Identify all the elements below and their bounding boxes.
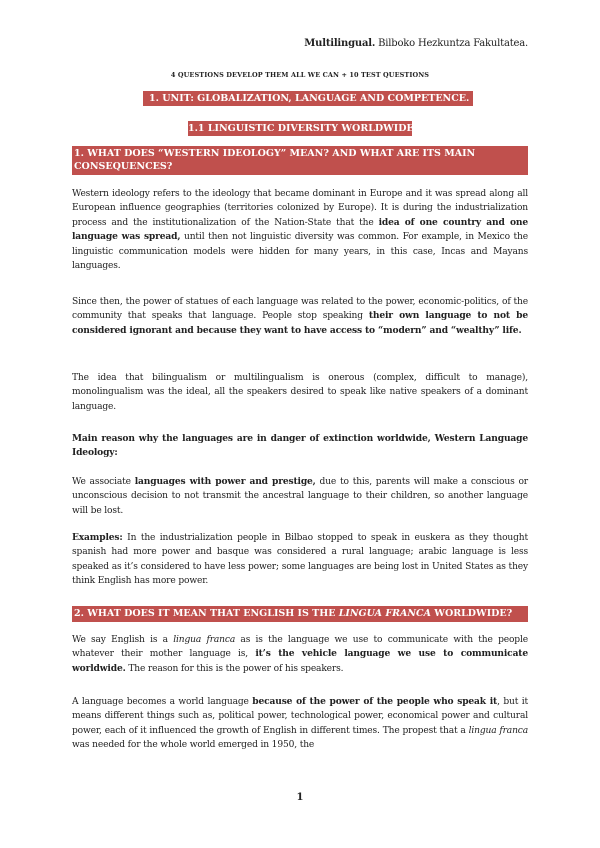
text-run: We say English is a — [72, 635, 174, 645]
text-run-bold: because of the power of the people who speak it — [252, 696, 498, 707]
text-run: Since then, the power of statues of each language was related to the power, economic-politics, of the community that speaks that language. People stop speaking — [72, 297, 528, 322]
text-run: The reason for this is the power of his speakers. — [125, 663, 344, 674]
paragraph-examples — [72, 531, 528, 589]
paragraph-language-power — [72, 295, 528, 338]
text-run-bold: their own language to not be considered ignorant and because they want to have access to “modern” and “wealthy” life. — [72, 310, 529, 336]
header-title-rest: Bilboko Hezkuntza Fakultatea. — [375, 38, 528, 49]
paragraph-power-prestige — [72, 475, 528, 518]
question-1-heading: 1. WHAT DOES “WESTERN IDEOLOGY” MEAN? AND WHAT ARE ITS MAIN CONSEQUENCES? — [72, 146, 528, 175]
text-run-bold: Examples: — [72, 532, 123, 543]
text-run-bold: Main reason why the languages are in danger of extinction worldwide, Western Language Ideology: — [72, 433, 528, 459]
heading-run-italic: LINGUA FRANCA — [338, 608, 431, 619]
text-run: A language becomes a world language — [72, 697, 253, 707]
text-run: Western ideology refers to the ideology that became dominant in Europe and it was spread along all European influence geographies (territories colonized by Europe). It is during the industrialization process and the institutionalization of the Nation-State that the — [72, 189, 528, 228]
text-run: We associate — [72, 477, 135, 487]
text-run-bold: it’s the vehicle language we use to communicate worldwide. — [72, 648, 528, 674]
text-run: , but it means different things such as, political power, technological power, economical power and cultural power, each of it influenced the growth of English in different times. The propest that a — [72, 697, 528, 736]
text-run-bold: languages with power and prestige, — [134, 476, 316, 487]
paragraph-western-ideology — [72, 187, 528, 273]
header-title-bold: Multilingual. — [304, 38, 376, 49]
page-header — [304, 38, 528, 49]
page-number: 1 — [296, 792, 304, 803]
heading-run: 2. WHAT DOES IT MEAN THAT ENGLISH IS THE — [74, 608, 339, 619]
text-run-italic: lingua franca — [468, 725, 528, 736]
text-run-italic: lingua franca — [173, 635, 236, 645]
text-run: The idea that bilingualism or multilingualism is onerous (complex, difficult to manage), monolingualism was the ideal, all the speakers desired to speak like native speakers of a dominant language. — [72, 373, 528, 412]
document-subtitle: 4 QUESTIONS DEVELOP THEM ALL WE CAN + 10 TEST QUESTIONS — [170, 71, 430, 79]
text-run: due to this, parents will make a conscious or unconscious decision to not transmit the ancestral language to their children, so another language will be lost. — [72, 477, 528, 516]
paragraph-main-reason — [72, 432, 528, 461]
paragraph-world-language — [72, 695, 528, 753]
paragraph-lingua-franca — [72, 633, 528, 676]
heading-run: WORLDWIDE? — [430, 608, 513, 619]
text-run: was needed for the whole world emerged in 1950, the — [72, 740, 315, 751]
text-run: In the industrialization people in Bilbao stopped to speak in euskera as they thought spanish had more power and basque was considered a rural language; arabic language is less speaked as it’s considered to have less power; some languages are being lost in United States as they think English has more power. — [72, 533, 528, 587]
text-run: until then not linguistic diversity was common. For example, in Mexico the linguistic communication models were hidden for many years, in this case, Incas and Mayans languages. — [72, 232, 528, 272]
question-2-heading — [72, 606, 528, 622]
text-run-bold: idea of one country and one language was spread, — [72, 216, 529, 243]
unit-heading: 1. UNIT: GLOBALIZATION, LANGUAGE AND COMPETENCE. — [143, 91, 473, 106]
paragraph-bilingualism — [72, 371, 528, 414]
section-heading: 1.1 LINGUISTIC DIVERSITY WORLDWIDE — [188, 123, 414, 134]
text-run: as is the language we use to communicate with the people whatever their mother language is, — [72, 635, 528, 660]
